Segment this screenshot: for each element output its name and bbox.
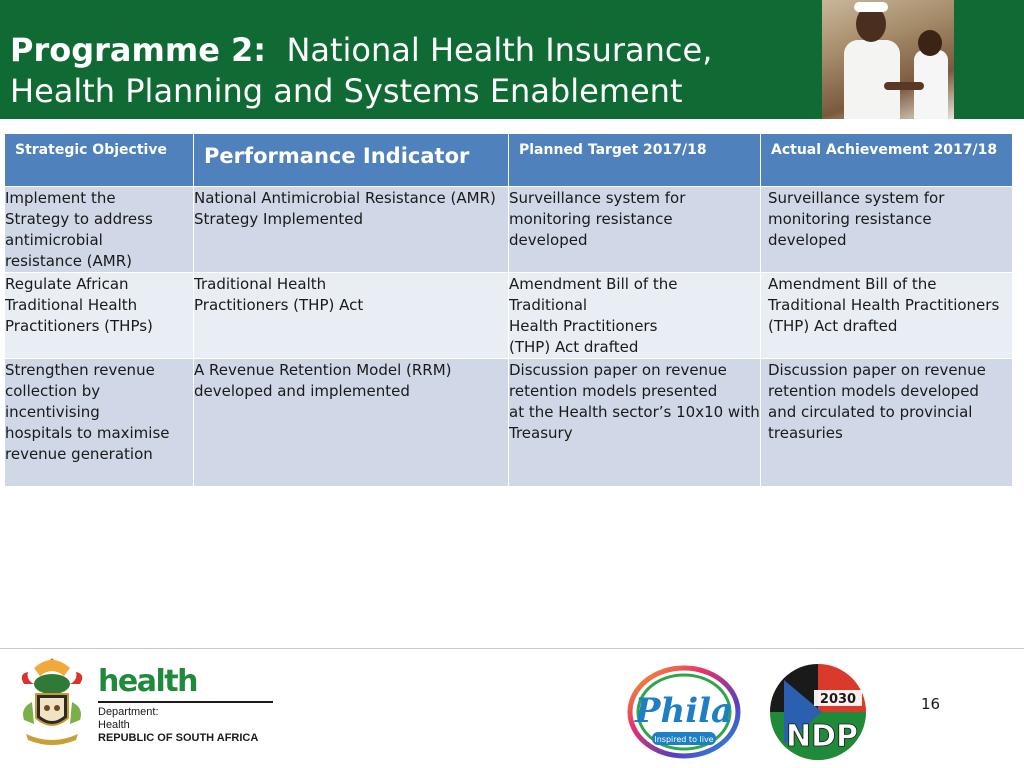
cell-line: Practitioners (THPs) bbox=[5, 317, 153, 335]
cell-line: Health Practitioners bbox=[509, 317, 658, 335]
phila-logo bbox=[626, 664, 742, 760]
table-row bbox=[5, 187, 1012, 272]
cell-target bbox=[509, 359, 760, 486]
cell-line: Surveillance system for bbox=[768, 189, 945, 207]
cell-line: retention models developed bbox=[768, 382, 979, 400]
dept-line: Department: bbox=[98, 706, 159, 718]
cell-line: Discussion paper on revenue bbox=[768, 361, 986, 379]
cell-target bbox=[509, 273, 760, 358]
slide-title bbox=[10, 30, 790, 112]
cell-line: Strategy to address bbox=[5, 210, 153, 228]
cell-line: Implement the bbox=[5, 189, 116, 207]
cell-line: Traditional Health bbox=[194, 275, 327, 293]
header-actual-achievement: Actual Achievement 2017/18 bbox=[761, 134, 1012, 186]
cell-target bbox=[509, 187, 760, 272]
table-header-row bbox=[5, 134, 1012, 186]
cell-objective bbox=[5, 273, 193, 358]
cell-line: monitoring resistance bbox=[509, 210, 673, 228]
performance-table bbox=[4, 133, 1013, 487]
cell-indicator bbox=[194, 187, 508, 272]
phila-word: Phila bbox=[634, 691, 734, 731]
ndp-year: 2030 bbox=[819, 692, 857, 707]
cell-line: resistance (AMR) bbox=[5, 252, 133, 270]
cell-line: Traditional Health bbox=[5, 296, 138, 314]
cell-objective bbox=[5, 187, 193, 272]
cell-line: Traditional Health Practitioners bbox=[768, 296, 1000, 314]
header-planned-target: Planned Target 2017/18 bbox=[509, 134, 760, 186]
cell-line: Strategy Implemented bbox=[194, 210, 363, 228]
title-line-1 bbox=[10, 30, 790, 71]
table-row bbox=[5, 273, 1012, 358]
cell-line: Strengthen revenue bbox=[5, 361, 155, 379]
photo-arm bbox=[884, 82, 924, 90]
cell-line: Regulate African bbox=[5, 275, 129, 293]
health-rule bbox=[98, 701, 273, 703]
cell-indicator bbox=[194, 359, 508, 486]
cell-line: developed bbox=[768, 231, 847, 249]
cell-line: (THP) Act drafted bbox=[509, 338, 639, 356]
table-row bbox=[5, 359, 1012, 486]
dept-country: REPUBLIC OF SOUTH AFRICA bbox=[98, 732, 259, 744]
cell-line: treasuries bbox=[768, 424, 843, 442]
photo-child-head bbox=[918, 30, 942, 56]
cell-line: monitoring resistance bbox=[768, 210, 932, 228]
cell-line: and circulated to provincial bbox=[768, 403, 973, 421]
cell-line: A Revenue Retention Model (RRM) bbox=[194, 361, 452, 379]
header-photo bbox=[822, 0, 954, 119]
cell-line: National Antimicrobial Resistance (AMR) bbox=[194, 189, 496, 207]
cell-indicator bbox=[194, 273, 508, 358]
cell-line: developed and implemented bbox=[194, 382, 410, 400]
header-performance-indicator: Performance Indicator bbox=[194, 134, 508, 186]
cell-line: Discussion paper on revenue bbox=[509, 361, 727, 379]
ndp-2030-logo bbox=[764, 662, 872, 762]
title-banner bbox=[0, 0, 1024, 119]
cell-line: at the Health sector’s 10x10 with bbox=[509, 403, 760, 421]
title-rest: National Health Insurance, bbox=[286, 31, 713, 69]
header-strategic-objective: Strategic Objective bbox=[5, 134, 193, 186]
department-label bbox=[98, 706, 258, 745]
coat-of-arms-logo bbox=[14, 654, 90, 750]
cell-line: Amendment Bill of the Traditional bbox=[509, 275, 678, 314]
cell-line: retention models presented bbox=[509, 382, 718, 400]
cell-line: Surveillance system for bbox=[509, 189, 686, 207]
cell-line: (THP) Act drafted bbox=[768, 317, 898, 335]
cell-line: collection by incentivising bbox=[5, 382, 101, 421]
title-line-2: Health Planning and Systems Enablement bbox=[10, 72, 683, 110]
cell-achievement bbox=[761, 187, 1012, 272]
ndp-word: NDP bbox=[786, 719, 858, 754]
title-bold: Programme 2: bbox=[10, 31, 267, 69]
cell-objective bbox=[5, 359, 193, 486]
footer-divider bbox=[0, 648, 1024, 649]
phila-tagline: Inspired to live bbox=[654, 735, 714, 744]
cell-achievement bbox=[761, 359, 1012, 486]
cell-line: hospitals to maximise bbox=[5, 424, 170, 442]
page-number: 16 bbox=[921, 695, 941, 713]
cell-line: Amendment Bill of the bbox=[768, 275, 937, 293]
cell-line: developed bbox=[509, 231, 588, 249]
cell-line: revenue generation bbox=[5, 445, 153, 463]
cell-achievement bbox=[761, 273, 1012, 358]
cell-line: Treasury bbox=[509, 424, 573, 442]
cell-line: antimicrobial bbox=[5, 231, 103, 249]
health-wordmark: health bbox=[98, 664, 197, 699]
photo-nurse bbox=[844, 40, 900, 119]
dept-line: Health bbox=[98, 719, 130, 731]
photo-nurse-cap bbox=[854, 2, 888, 12]
cell-line: Practitioners (THP) Act bbox=[194, 296, 364, 314]
